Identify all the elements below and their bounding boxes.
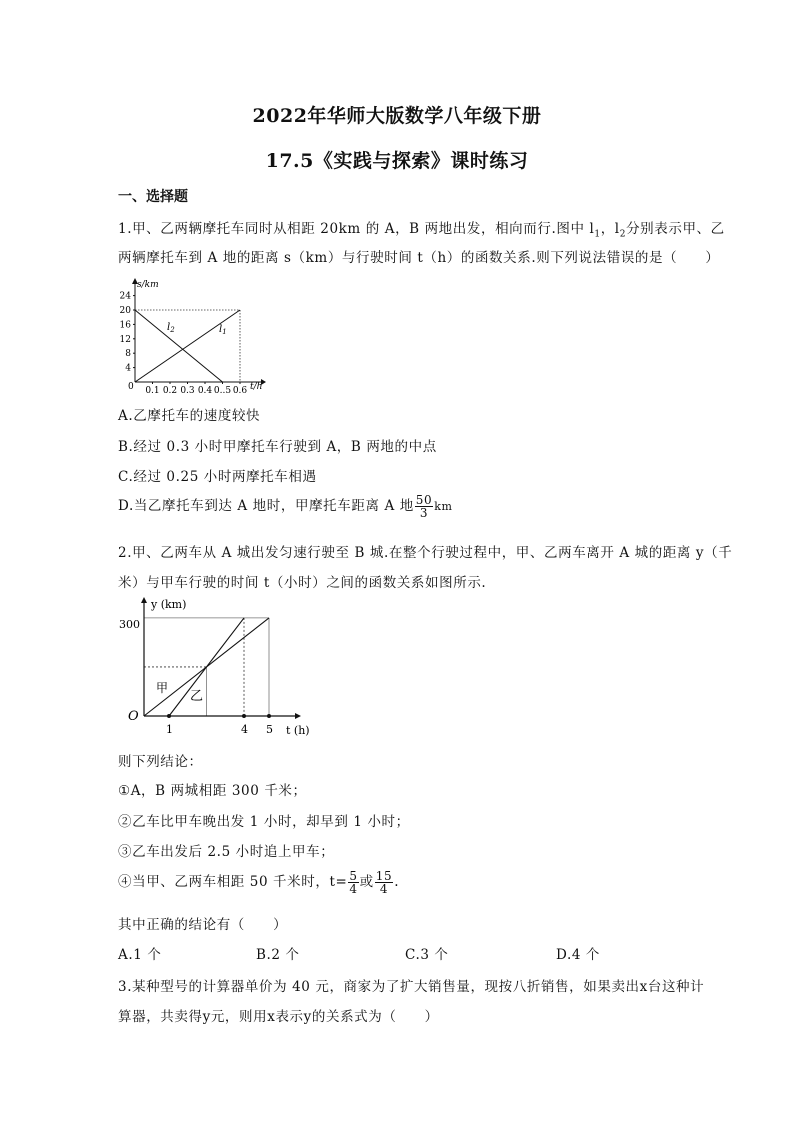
q1-option-d-unit: km: [434, 500, 453, 513]
q1-line1: [118, 217, 725, 240]
chart1-xtick-label: 0.6: [232, 386, 248, 394]
q1-option-d: [118, 494, 453, 519]
chart1-label-l1: $l_1$: [219, 324, 227, 336]
q2-line1: 2.甲、乙两车从 A 城出发匀速行驶至 B 城.在整个行驶过程中，甲、乙两车离开 A 城的距离 y（千: [118, 545, 733, 561]
q1-option-d-text: D.当乙摩托车到达 A 地时，甲摩托车距离 A 地: [118, 498, 414, 514]
chart1-series-l1: [135, 310, 240, 382]
q1-sub2: 2: [619, 229, 627, 240]
section-heading: 一、选择题: [118, 189, 188, 205]
q2-option-d: D.4 个: [556, 947, 601, 963]
chart2-xtick-dot: [242, 714, 246, 718]
q1-line1-text-b: ，l: [600, 221, 620, 237]
chart2-xtick-dot: [267, 714, 271, 718]
chart1-label-l2: $l_2$: [167, 322, 175, 334]
q1-line1-text-c: 分别表示甲、乙: [626, 221, 725, 237]
chart1-ytick-label: 24: [119, 291, 131, 302]
q1-option-b: B.经过 0.3 小时甲摩托车行驶到 A，B 两地的中点: [118, 439, 437, 455]
chart2-y-arrow: [141, 597, 147, 603]
q2-c4-end: .: [394, 874, 400, 890]
chart1-ylabel: s/km: [137, 280, 159, 290]
chart2-x-arrow: [295, 713, 301, 719]
document-subtitle: 17.5《实践与探索》课时练习: [265, 150, 529, 172]
chart2-ytick-300: 300: [119, 618, 140, 631]
q2-line2: 米）与甲车行驶的时间 t（小时）之间的函数关系如图所示.: [118, 575, 487, 591]
chart1-xtick-label: 0.1: [145, 386, 160, 394]
q2-conclusion-3: ③乙车出发后 2.5 小时追上甲车；: [118, 844, 335, 860]
q2-option-b: B.2 个: [256, 947, 300, 963]
chart2-xtick-dot: [167, 714, 171, 718]
chart1-ytick-label: 8: [125, 349, 131, 360]
chart2-xtick-1: 1: [166, 723, 173, 736]
q1-sub1: 1: [594, 229, 601, 240]
chart1-xtick-label: 0..5: [213, 386, 232, 394]
chart2-origin: O: [128, 709, 139, 724]
q1-line2: 两辆摩托车到 A 地的距离 s（km）与行驶时间 t（h）的函数关系.则下列说法错误的是（ ）: [118, 250, 720, 266]
q2-option-c: C.3 个: [405, 947, 449, 963]
chart2-label-jia: 甲: [156, 681, 169, 695]
chart1-xtick-label: 0.4: [197, 386, 213, 394]
chart1-ytick-label: 12: [119, 334, 131, 345]
q2-conclusion-4: [118, 870, 399, 895]
chart1-ytick-label: 20: [119, 306, 131, 316]
chart2-svg: [118, 596, 314, 742]
chart2-axes: [141, 597, 301, 719]
q2-conclusion-2: ②乙车比甲车晚出发 1 小时，却早到 1 小时；: [118, 814, 410, 830]
chart2-xtick-5: 5: [266, 723, 273, 736]
q2-ask: 其中正确的结论有（ ）: [118, 917, 288, 933]
q3-line1: 3.某种型号的计算器单价为 40 元，商家为了扩大销售量，现按八折销售，如果卖出x台这种计: [118, 979, 705, 995]
q1-line1-text-a: 1.甲、乙两辆摩托车同时从相距 20km 的 A，B 两地出发，相向而行.图中 l: [118, 221, 595, 237]
q2-c4-fraction-2: $\frac{15}{4}$: [375, 869, 393, 896]
q3-line2: 算器，共卖得y元，则用x表示y的关系式为（ ）: [118, 1009, 439, 1025]
chart1-xtick-label: 0.3: [180, 386, 195, 394]
chart1-ytick-label: 16: [119, 320, 131, 331]
q1-option-a: A.乙摩托车的速度较快: [118, 408, 261, 424]
chart1-xtick-label: 0.2: [162, 386, 178, 394]
q2-c4-or: 或: [359, 874, 374, 890]
chart1-origin: 0: [128, 382, 134, 392]
q1-option-d-fraction: $\frac{50}{3}$: [415, 493, 433, 520]
chart1-series-l2: [135, 310, 223, 382]
q2-intro: 则下列结论：: [118, 754, 203, 770]
chart2-label-yi: 乙: [190, 689, 204, 704]
chart1-ytick-label: 4: [125, 363, 131, 374]
chart1-xlabel: t/h: [250, 382, 263, 392]
q1-option-c: C.经过 0.25 小时两摩托车相遇: [118, 469, 317, 485]
q2-c4-fraction-1: $\frac{5}{4}$: [349, 869, 358, 896]
q2-option-a: A.1 个: [118, 947, 162, 963]
chart1-axes: [132, 278, 266, 385]
chart2-xlabel: t (h): [286, 724, 310, 737]
document-title: 2022年华师大版数学八年级下册: [252, 105, 542, 127]
chart1-svg: [115, 276, 267, 394]
chart2-ylabel: y (km): [151, 598, 187, 611]
chart2-xtick-4: 4: [241, 723, 248, 736]
q2-c4-text: ④当甲、乙两车相距 50 千米时，t=: [118, 874, 348, 890]
q2-conclusion-1: ①A，B 两城相距 300 千米；: [118, 783, 307, 799]
